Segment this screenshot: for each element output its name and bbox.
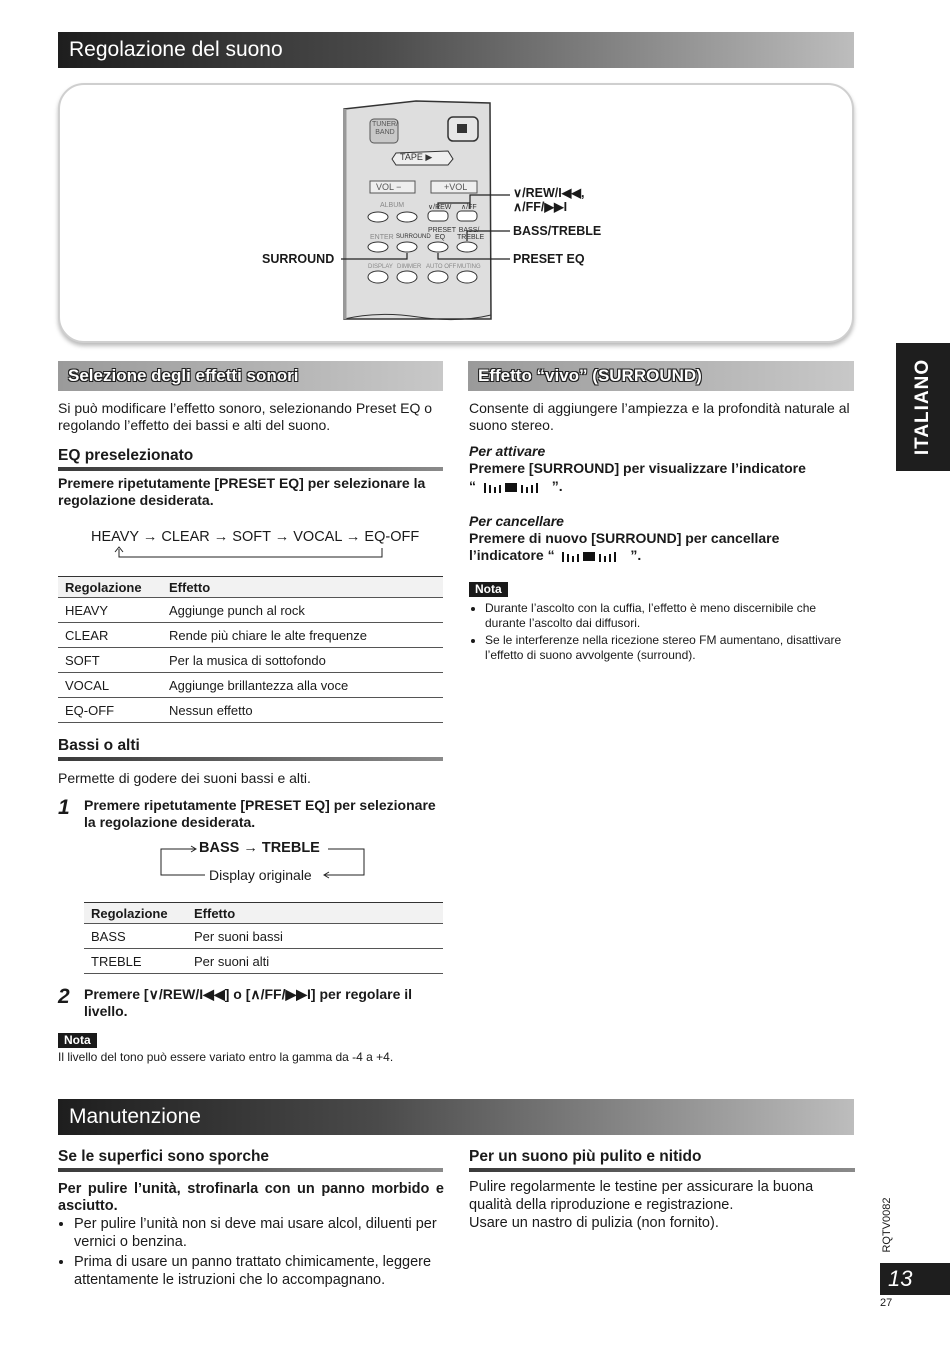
ff-label: ∧/FF [461,204,477,211]
table-row [58,623,443,648]
vol-minus-button: VOL − [376,182,402,192]
clean-sound-rule [469,1168,855,1172]
callout-bass-treble: BASS/TREBLE [513,224,602,238]
table-cell: TREBLE [84,949,187,974]
auto-off-label: AUTO OFF [426,264,457,270]
cancel-label: Per cancellare [469,513,564,529]
table-cell: Per suoni alti [187,949,443,974]
callout-rew-ff-line1: ∨/REW/I◀◀, [513,186,585,200]
remote-figure [58,83,854,343]
dirty-surfaces-bold: Per pulire l’unità, strofinarla con un panno morbido e asciutto. [58,1181,444,1214]
heading-sound-effects: Selezione degli effetti sonori [58,361,443,391]
eq-table-header-cell: Regolazione [58,577,162,598]
table-cell: Nessun effetto [162,698,443,723]
step-1-text: Premere ripetutamente [PRESET EQ] per selezionare la regolazione desiderata. [84,797,436,830]
list-item: • Prima di usare un panno trattato chimicamente, leggere attentamente le istruzioni che lo accompagnano. [74,1253,444,1289]
activate-indicator [469,478,563,495]
page-sub-number: 27 [880,1297,893,1309]
table-cell: Aggiunge punch al rock [162,598,443,623]
table-row [58,648,443,673]
clean-sound-title: Per un suono più pulito e nitido [469,1148,702,1165]
table-cell: CLEAR [58,623,162,648]
quote-close: ”. [551,478,563,494]
quote-open: “ [469,478,476,494]
nota-text-left: Il livello del tono può essere variato entro la gamma da -4 a +4. [58,1050,394,1064]
callout-rew-ff-line2: ∧/FF/▶▶I [513,200,568,214]
section-banner-sound: Regolazione del suono [58,32,854,68]
doc-code: RQTV0082 [881,1197,893,1253]
surround-intro: Consente di aggiungere l’ampiezza e la profondità naturale al suono stereo. [469,400,850,433]
album-label: ALBUM [380,202,405,209]
section-banner-maintenance: Manutenzione [58,1099,854,1135]
list-item: • Se le interferenze nella ricezione stereo FM aumentano, disattivare l’effetto di suono avvolgente (surround). [485,633,855,663]
table-row [58,673,443,698]
surround-label: SURROUND [396,234,431,240]
step-1-number: 1 [58,796,70,819]
table-row [58,598,443,623]
bass-table-header [84,903,443,924]
step-2-text: Premere [∨/REW/I◀◀] o [∧/FF/▶▶I] per regolare il livello. [84,986,413,1019]
table-cell: SOFT [58,648,162,673]
dirty-surfaces-list [58,1215,444,1291]
page-number: 13 [880,1263,950,1295]
display-label: DISPLAY [368,264,393,270]
eq-flow: HEAVY → CLEAR → SOFT → VOCAL → EQ-OFF [91,529,420,545]
language-tab [896,343,950,471]
list-item: • Per pulire l’unità non si deve mai usare alcol, diluenti per vernici o benzina. [74,1215,444,1251]
intro-sound-effects: Si può modificare l’effetto sonoro, selezionando Preset EQ o regolando l’effetto dei bassi e alti del suono. [58,400,433,433]
nota-badge-left: Nota [58,1033,97,1048]
eq-instruction: Premere ripetutamente [PRESET EQ] per selezionare la regolazione desiderata. [58,475,426,508]
clean-sound-text2: Usare un nastro di pulizia (non fornito). [469,1215,719,1231]
language-tab-label: ITALIANO [912,358,933,456]
bass-intro: Permette di godere dei suoni bassi e alti. [58,770,311,786]
table-row [58,698,443,723]
cancel-text [469,530,855,564]
quote-close: ”. [630,547,642,563]
eq-preset-title: EQ preselezionato [58,447,194,464]
enter-label: ENTER [370,234,394,241]
bass-rule [58,757,443,761]
table-cell: VOCAL [58,673,162,698]
nota-badge-right: Nota [469,582,508,597]
dimmer-label: DIMMER [397,264,422,270]
activate-label: Per attivare [469,443,546,459]
list-item: • Durante l’ascolto con la cuffia, l’effetto è meno discernibile che durante l’ascolto dai diffusori. [485,601,855,631]
table-cell: BASS [84,924,187,949]
callout-preset-eq: PRESET EQ [513,252,585,266]
step-2-number: 2 [58,985,70,1008]
rew-label: ∨/REW [428,204,452,211]
bass-table [84,902,443,974]
table-cell: Rende più chiare le alte frequenze [162,623,443,648]
activate-text: Premere [SURROUND] per visualizzare l’indicatore [469,460,806,476]
surround-indicator-icon [480,480,548,494]
remote-drawing [58,83,854,343]
dirty-surfaces-title: Se le superfici sono sporche [58,1148,270,1165]
muting-label: MUTING [457,264,481,270]
heading-surround: Effetto “vivo” (SURROUND) [468,361,854,391]
dirty-surfaces-rule [58,1168,443,1172]
tuner-band-button: TUNER/ BAND [371,121,399,136]
eq-table [58,576,443,723]
bass-flow-bottom: Display originale [209,867,312,883]
preset-eq-label: PRESET EQ [428,227,457,241]
nota-list-right [469,601,855,665]
eq-table-header-cell: Effetto [162,577,443,598]
bass-title: Bassi o alti [58,737,140,754]
table-cell: Per la musica di sottofondo [162,648,443,673]
table-cell: HEAVY [58,598,162,623]
bass-table-header-cell: Regolazione [84,903,187,924]
clean-sound-text1: Pulire regolarmente le testine per assicurare la buona qualità della riproduzione e registrazione. [469,1179,814,1213]
eq-preset-rule [58,467,443,471]
table-cell: Per suoni bassi [187,924,443,949]
bass-treble-label: BASS/ TREBLE [457,227,485,241]
eq-flow-return-arrow [110,546,390,560]
cancel-text-body: Premere di nuovo [SURROUND] per cancellare l’indicatore “ [469,530,780,563]
tape-button: TAPE ▶ [400,152,433,162]
vol-plus-button: +VOL [444,182,468,192]
table-row [84,924,443,949]
table-row [84,949,443,974]
table-cell: EQ-OFF [58,698,162,723]
eq-table-header [58,577,443,598]
bass-table-header-cell: Effetto [187,903,443,924]
table-cell: Aggiunge brillantezza alla voce [162,673,443,698]
bass-flow-top: BASS → TREBLE [199,840,320,856]
callout-surround: SURROUND [262,252,335,266]
surround-indicator-icon [558,549,626,563]
